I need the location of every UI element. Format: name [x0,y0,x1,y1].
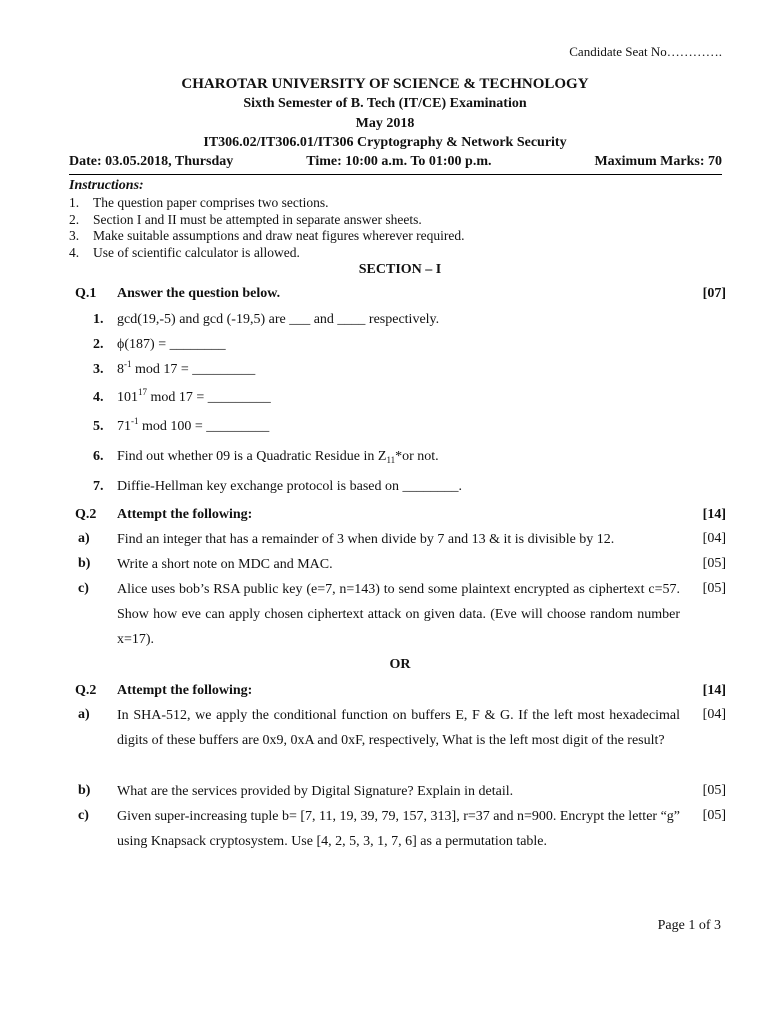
maximum-marks: Maximum Marks: 70 [594,154,722,169]
instruction-item: 1. The question paper comprises two sections. [69,195,329,210]
question-1-header [0,286,770,306]
question-marks: [07] [702,286,726,301]
course-title: IT306.02/IT306.01/IT306 Cryptography & Network Security [203,135,567,150]
question-marks: [14] [702,507,726,522]
instructions-list [69,195,465,261]
question-2-header [0,507,770,527]
question-2-alt-header [0,683,770,703]
question-number: Q.2 [75,683,97,698]
question-text: Answer the question below. [117,286,281,301]
exam-title: Sixth Semester of B. Tech (IT/CE) Examination [243,96,527,111]
question-text: Attempt the following: [117,683,253,698]
instruction-item: 2. Section I and II must be attempted in separate answer sheets. [69,211,422,227]
or-separator: OR [389,657,411,672]
question-number: Q.1 [75,286,97,301]
question-marks: [14] [702,683,726,698]
university-name: CHAROTAR UNIVERSITY OF SCIENCE & TECHNOLOGY [181,76,589,92]
candidate-seat-label: Candidate Seat No…………. [569,44,722,59]
exam-info-line [69,154,722,170]
exam-date: Date: 03.05.2018, Thursday [69,154,234,169]
question-number: Q.2 [75,507,97,522]
section-title: SECTION – I [358,262,442,277]
instruction-item: 3. Make suitable assumptions and draw neat figures wherever required. [69,228,465,243]
exam-session: May 2018 [355,116,415,131]
exam-time: Time: 10:00 a.m. To 01:00 p.m. [306,154,492,169]
header-divider [69,174,722,175]
instructions-title: Instructions: [69,178,144,193]
page-number: Page 1 of 3 [657,918,721,933]
question-text: Attempt the following: [117,507,253,522]
instruction-item: 4. Use of scientific calculator is allowed. [69,244,300,260]
